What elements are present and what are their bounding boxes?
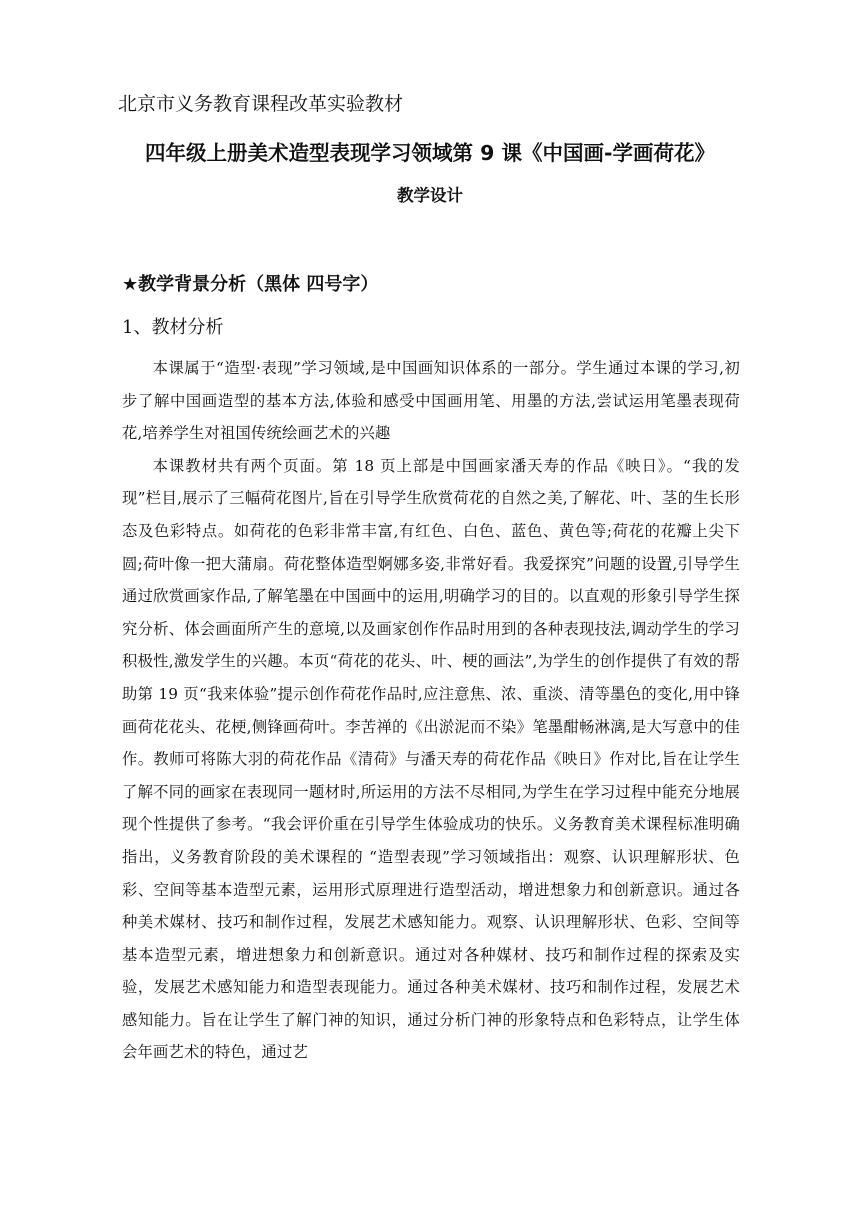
textbook-series-header: 北京市义务教育课程改革实验教材 bbox=[118, 93, 404, 115]
body-text bbox=[122, 352, 740, 1069]
document-subtitle: 教学设计 bbox=[397, 186, 463, 205]
paragraph-intro: 本课属于“造型·表现”学习领域,是中国画知识体系的一部分。学生通过本课的学习,初步了解中国画造型的基本方法,体验和感受中国画用笔、用墨的方法,尝试运用笔墨表现荷花,培养学生对祖国传统绘画艺术的兴趣 bbox=[122, 359, 740, 443]
sub-heading-material-analysis: 1、教材分析 bbox=[122, 317, 224, 338]
document-title: 四年级上册美术造型表现学习领域第 9 课《中国画-学画荷花》 bbox=[144, 141, 716, 165]
paragraph-material-details: 本课教材共有两个页面。第 18 页上部是中国画家潘天寿的作品《映日》。“我的发现”栏目,展示了三幅荷花图片,旨在引导学生欣赏荷花的自然之美,了解花、叶、茎的生长形态及色彩特点。如荷花的色彩非常丰富,有红色、白色、蓝色、黄色等;荷花的花瓣上尖下圆;荷叶像一把大蒲扇。荷花整体造型婀娜多姿,非常好看。我爱探究”问题的设置,引导学生通过欣赏画家作品,了解笔墨在中国画中的运用,明确学习的目的。以直观的形象引导学生探究分析、体会画面所产生的意境,以及画家创作作品时用到的各种表现技法,调动学生的学习积极性,激发学生的兴趣。本页“荷花的花头、叶、梗的画法”,为学生的创作提供了有效的帮助第 19 页“我来体验”提示创作荷花作品时,应注意焦、浓、重淡、清等墨色的变化,用中锋画荷花花头、花梗,侧锋画荷叶。李苦禅的《出淤泥而不染》笔墨酣畅淋漓,是大写意中的佳作。教师可将陈大羽的荷花作品《清荷》与潘天寿的荷花作品《映日》作对比,旨在让学生了解不同的画家在表现同一题材时,所运用的方法不尽相同,为学生在学习过程中能充分地展现个性提供了参考。“我会评价重在引导学生体验成功的快乐。义务教育美术课程标准明确指出，义务教育阶段的美术课程的 “造型表现”学习领域指出：观察、认识理解形状、色彩、空间等基本造型元素，运用形式原理进行造型活动，增进想象力和创新意识。通过各种美术媒材、技巧和制作过程，发展艺术感知能力。观察、认识理解形状、色彩、空间等基本造型元素，增进想象力和创新意识。通过对各种媒材、技巧和制作过程的探索及实验，发展艺术感知能力和造型表现能力。通过各种美术媒材、技巧和制作过程，发展艺术感知能力。旨在让学生了解门神的知识，通过分析门神的形象特点和色彩特点，让学生体会年画艺术的特色，通过艺 bbox=[122, 456, 740, 1062]
section-heading-teaching-background: ★教学背景分析（黑体 四号字） bbox=[122, 274, 379, 295]
